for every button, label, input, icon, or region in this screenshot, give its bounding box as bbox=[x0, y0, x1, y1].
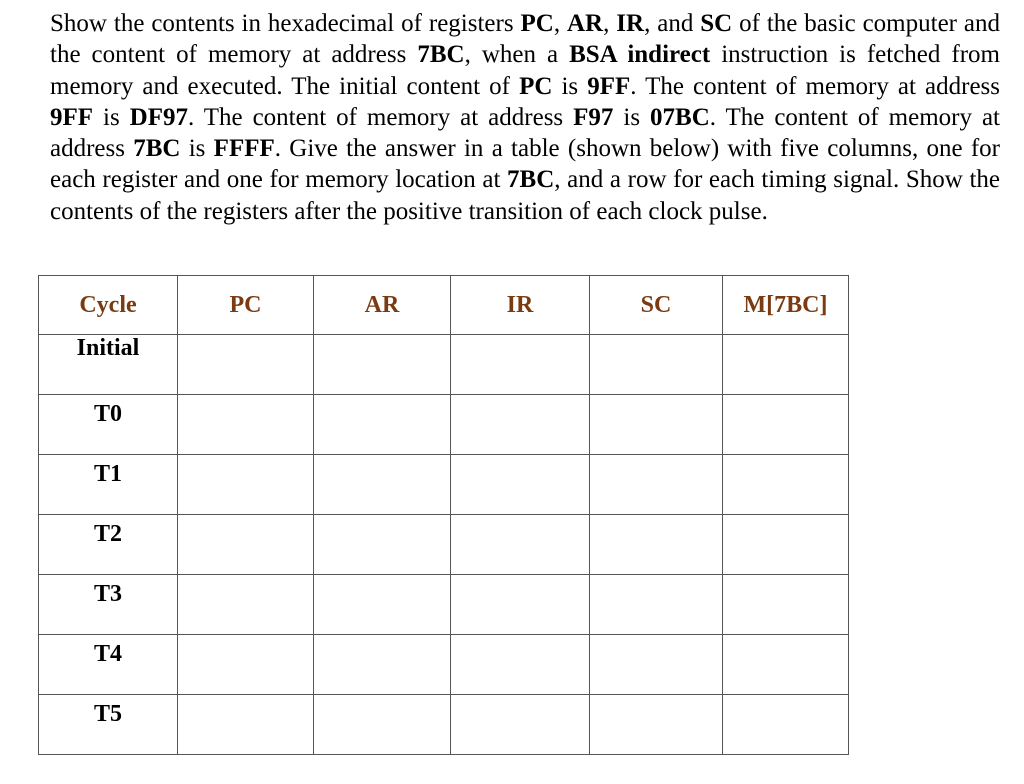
cell-sc[interactable] bbox=[590, 695, 723, 755]
cell-m7bc[interactable] bbox=[723, 335, 849, 395]
cell-ar[interactable] bbox=[314, 455, 451, 515]
question-run: , and a row for each timing signal. Show the contents of the registers after the positive transition of each clock pulse. bbox=[50, 166, 1000, 225]
cell-sc[interactable] bbox=[590, 395, 723, 455]
question-emphasis: 7BC bbox=[507, 166, 555, 194]
question-emphasis: BSA indirect bbox=[569, 41, 711, 69]
cell-pc[interactable] bbox=[178, 455, 314, 515]
row-label: T0 bbox=[39, 395, 178, 455]
header-ir: IR bbox=[451, 276, 590, 335]
cell-ir[interactable] bbox=[451, 695, 590, 755]
cell-pc[interactable] bbox=[178, 395, 314, 455]
question-emphasis: 7BC bbox=[133, 135, 181, 163]
question-run: , when a bbox=[464, 41, 570, 69]
cell-sc[interactable] bbox=[590, 515, 723, 575]
cell-pc[interactable] bbox=[178, 695, 314, 755]
cell-m7bc[interactable] bbox=[723, 515, 849, 575]
question-emphasis: AR bbox=[566, 10, 604, 37]
answer-table bbox=[38, 275, 849, 755]
question-emphasis: PC bbox=[519, 72, 553, 100]
cell-m7bc[interactable] bbox=[723, 395, 849, 455]
cell-m7bc[interactable] bbox=[723, 575, 849, 635]
cell-ar[interactable] bbox=[314, 395, 451, 455]
question-run: is bbox=[613, 103, 651, 131]
cell-pc[interactable] bbox=[178, 515, 314, 575]
row-label: T5 bbox=[39, 695, 178, 755]
question-run: of the basic computer and the content of memory at address bbox=[50, 10, 1000, 69]
table-row-t4 bbox=[39, 635, 849, 695]
cell-ar[interactable] bbox=[314, 635, 451, 695]
question-emphasis: PC bbox=[520, 10, 554, 37]
header-pc: PC bbox=[178, 276, 314, 335]
question-run: is bbox=[552, 72, 588, 100]
question-emphasis: 7BC bbox=[417, 41, 465, 69]
question-run: , and bbox=[644, 10, 701, 37]
table-row-t2 bbox=[39, 515, 849, 575]
question-emphasis: 07BC bbox=[650, 103, 710, 131]
question-run: . The content of memory at address bbox=[630, 72, 1000, 100]
question-run: is bbox=[180, 135, 214, 163]
cell-pc[interactable] bbox=[178, 635, 314, 695]
question-emphasis: FFFF bbox=[213, 135, 275, 163]
cell-ir[interactable] bbox=[451, 395, 590, 455]
question-emphasis: IR bbox=[616, 10, 645, 37]
question-text bbox=[50, 8, 1000, 227]
question-run: . The content of memory at address bbox=[50, 103, 1000, 163]
question-run: instruction is fetched from memory and executed. The initial content of bbox=[50, 41, 1000, 100]
cell-ar[interactable] bbox=[314, 515, 451, 575]
question-emphasis: F97 bbox=[573, 103, 614, 131]
header-row bbox=[39, 276, 849, 335]
row-label: T2 bbox=[39, 515, 178, 575]
question-run: . Give the answer in a table (shown below) with five columns, one for each register and one for memory location at bbox=[50, 135, 1000, 194]
question-run: , bbox=[553, 10, 567, 37]
row-label: T1 bbox=[39, 455, 178, 515]
cell-m7bc[interactable] bbox=[723, 695, 849, 755]
table-row-t5 bbox=[39, 695, 849, 755]
cell-sc[interactable] bbox=[590, 335, 723, 395]
cell-ir[interactable] bbox=[451, 575, 590, 635]
table-row-t3 bbox=[39, 575, 849, 635]
cell-ir[interactable] bbox=[451, 515, 590, 575]
cell-ir[interactable] bbox=[451, 635, 590, 695]
question-emphasis: DF97 bbox=[129, 103, 188, 131]
cell-sc[interactable] bbox=[590, 575, 723, 635]
header-cycle: Cycle bbox=[39, 276, 178, 335]
table-row-t0 bbox=[39, 395, 849, 455]
cell-pc[interactable] bbox=[178, 335, 314, 395]
row-label: Initial bbox=[39, 335, 178, 395]
row-label: T3 bbox=[39, 575, 178, 635]
cell-ar[interactable] bbox=[314, 695, 451, 755]
cell-m7bc[interactable] bbox=[723, 635, 849, 695]
header-ar: AR bbox=[314, 276, 451, 335]
cell-ar[interactable] bbox=[314, 575, 451, 635]
cell-ir[interactable] bbox=[451, 335, 590, 395]
cell-m7bc[interactable] bbox=[723, 455, 849, 515]
cell-ar[interactable] bbox=[314, 335, 451, 395]
question-run: , bbox=[603, 10, 617, 37]
table-row-t1 bbox=[39, 455, 849, 515]
question-run: is bbox=[93, 103, 130, 131]
cell-ir[interactable] bbox=[451, 455, 590, 515]
question-emphasis: 9FF bbox=[587, 72, 631, 100]
cell-sc[interactable] bbox=[590, 455, 723, 515]
question-run: Show the contents in hexadecimal of registers bbox=[50, 10, 521, 37]
cell-sc[interactable] bbox=[590, 635, 723, 695]
header-m7bc: M[7BC] bbox=[723, 276, 849, 335]
header-sc: SC bbox=[590, 276, 723, 335]
question-run: . The content of memory at address bbox=[187, 103, 574, 131]
question-emphasis: 9FF bbox=[50, 103, 94, 131]
cell-pc[interactable] bbox=[178, 575, 314, 635]
row-label: T4 bbox=[39, 635, 178, 695]
question-emphasis: SC bbox=[700, 10, 733, 37]
table-row-initial bbox=[39, 335, 849, 395]
